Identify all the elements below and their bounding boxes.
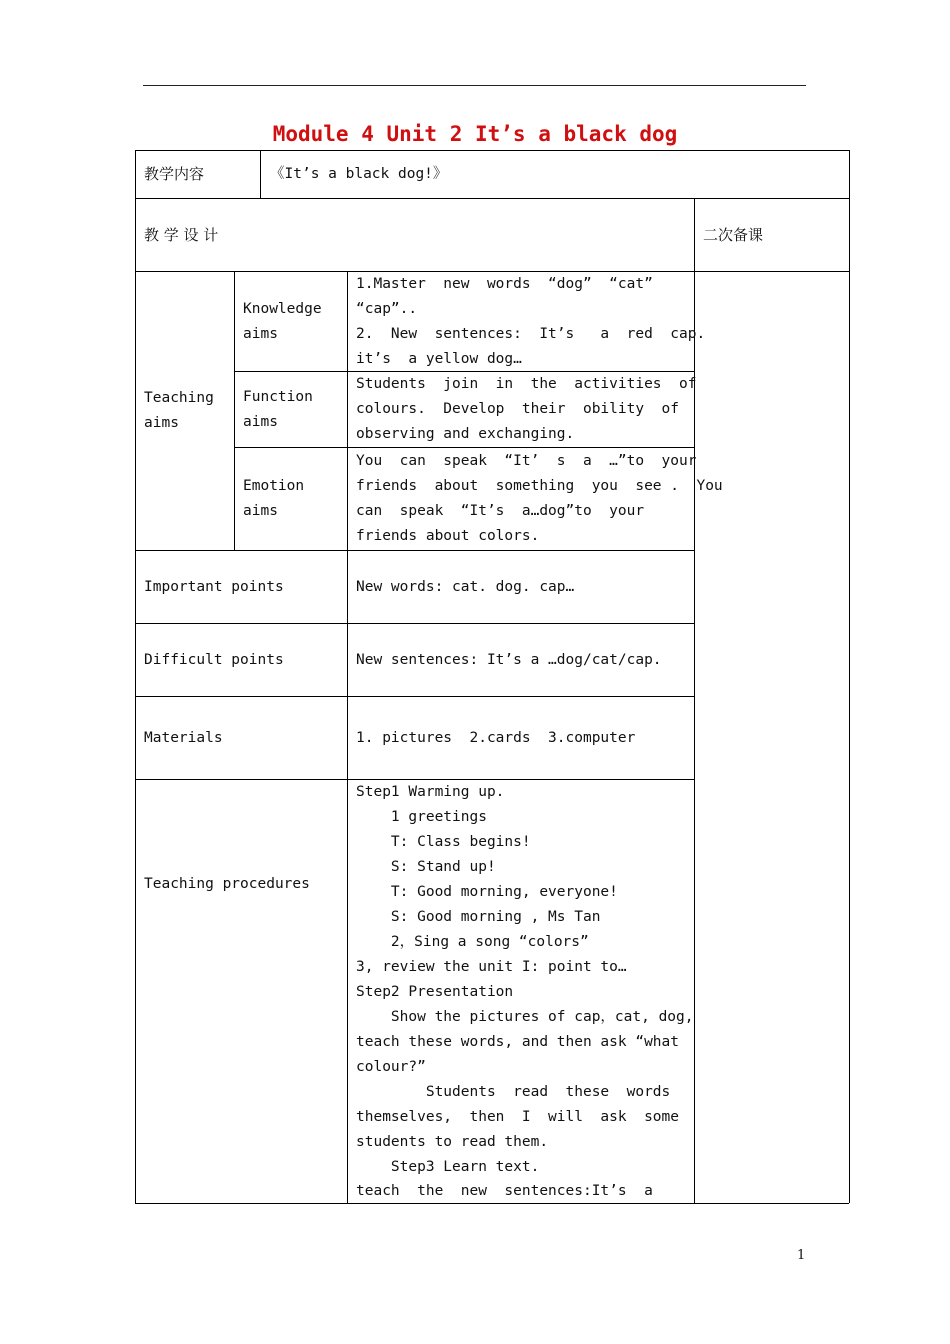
procedure-line: S: Good morning , Ms Tan — [356, 909, 601, 925]
procedure-line: teach these words, and then ask “what — [356, 1034, 680, 1050]
second-prep-label: 二次备课 — [703, 226, 764, 244]
procedure-line: Show the pictures of cap，cat, dog, — [356, 1009, 694, 1025]
function-aims-label-line1: Function — [243, 389, 313, 405]
procedure-line: students to read them. — [356, 1134, 549, 1150]
knowledge-line: 1.Master new words “dog” “cat” — [356, 276, 653, 292]
function-line: observing and exchanging. — [356, 426, 575, 442]
emotion-line: You can speak “It’ s a …”to your — [356, 453, 697, 469]
teaching-aims-label-line1: Teaching — [144, 390, 214, 406]
knowledge-line: it’s a yellow dog… — [356, 351, 522, 367]
header-rule — [143, 85, 806, 86]
emotion-line: can speak “It’s a…dog”to your — [356, 503, 645, 519]
procedure-line: Step1 Warming up. — [356, 784, 505, 800]
function-aims-label-line2: aims — [243, 414, 278, 430]
materials-label: Materials — [144, 730, 223, 746]
materials-value: 1. pictures 2.cards 3.computer — [356, 730, 636, 746]
knowledge-line: 2. New sentences: It’s a red cap. — [356, 326, 706, 342]
important-points-label: Important points — [144, 579, 284, 595]
procedure-line: T: Class begins! — [356, 834, 531, 850]
procedure-line: themselves, then I will ask some — [356, 1109, 680, 1125]
emotion-line: friends about colors. — [356, 528, 540, 544]
teaching-aims-label-line2: aims — [144, 415, 179, 431]
procedure-line: Step3 Learn text. — [356, 1159, 540, 1175]
difficult-points-value: New sentences: It’s a …dog/cat/cap. — [356, 652, 662, 668]
knowledge-aims-label-line2: aims — [243, 326, 278, 342]
procedure-line: 2，Sing a song “colors” — [356, 934, 589, 950]
procedure-line: S: Stand up! — [356, 859, 496, 875]
function-line: colours. Develop their obility of — [356, 401, 680, 417]
important-points-value: New words: cat. dog. cap… — [356, 579, 575, 595]
procedure-line: colour?” — [356, 1059, 426, 1075]
design-label: 教 学 设 计 — [144, 226, 219, 244]
emotion-line: friends about something you see . You — [356, 478, 723, 494]
procedures-label: Teaching procedures — [144, 876, 310, 892]
page-number: 1 — [797, 1248, 806, 1263]
procedure-line: 3, review the unit I: point to… — [356, 959, 627, 975]
procedure-line: Students read these words — [356, 1084, 671, 1100]
page-title: Module 4 Unit 2 It’s a black dog — [272, 122, 678, 146]
procedure-line: teach the new sentences:It’s a — [356, 1183, 653, 1199]
content-label: 教学内容 — [144, 165, 205, 183]
function-line: Students join in the activities of — [356, 376, 697, 392]
procedure-line: T: Good morning, everyone! — [356, 884, 618, 900]
procedure-line: 1 greetings — [356, 809, 487, 825]
content-value: 《It’s a black dog!》 — [270, 166, 448, 182]
emotion-aims-label-line1: Emotion — [243, 478, 305, 494]
knowledge-aims-label-line1: Knowledge — [243, 301, 322, 317]
emotion-aims-label-line2: aims — [243, 503, 278, 519]
knowledge-line: “cap”.. — [356, 301, 418, 317]
difficult-points-label: Difficult points — [144, 652, 284, 668]
procedure-line: Step2 Presentation — [356, 984, 514, 1000]
